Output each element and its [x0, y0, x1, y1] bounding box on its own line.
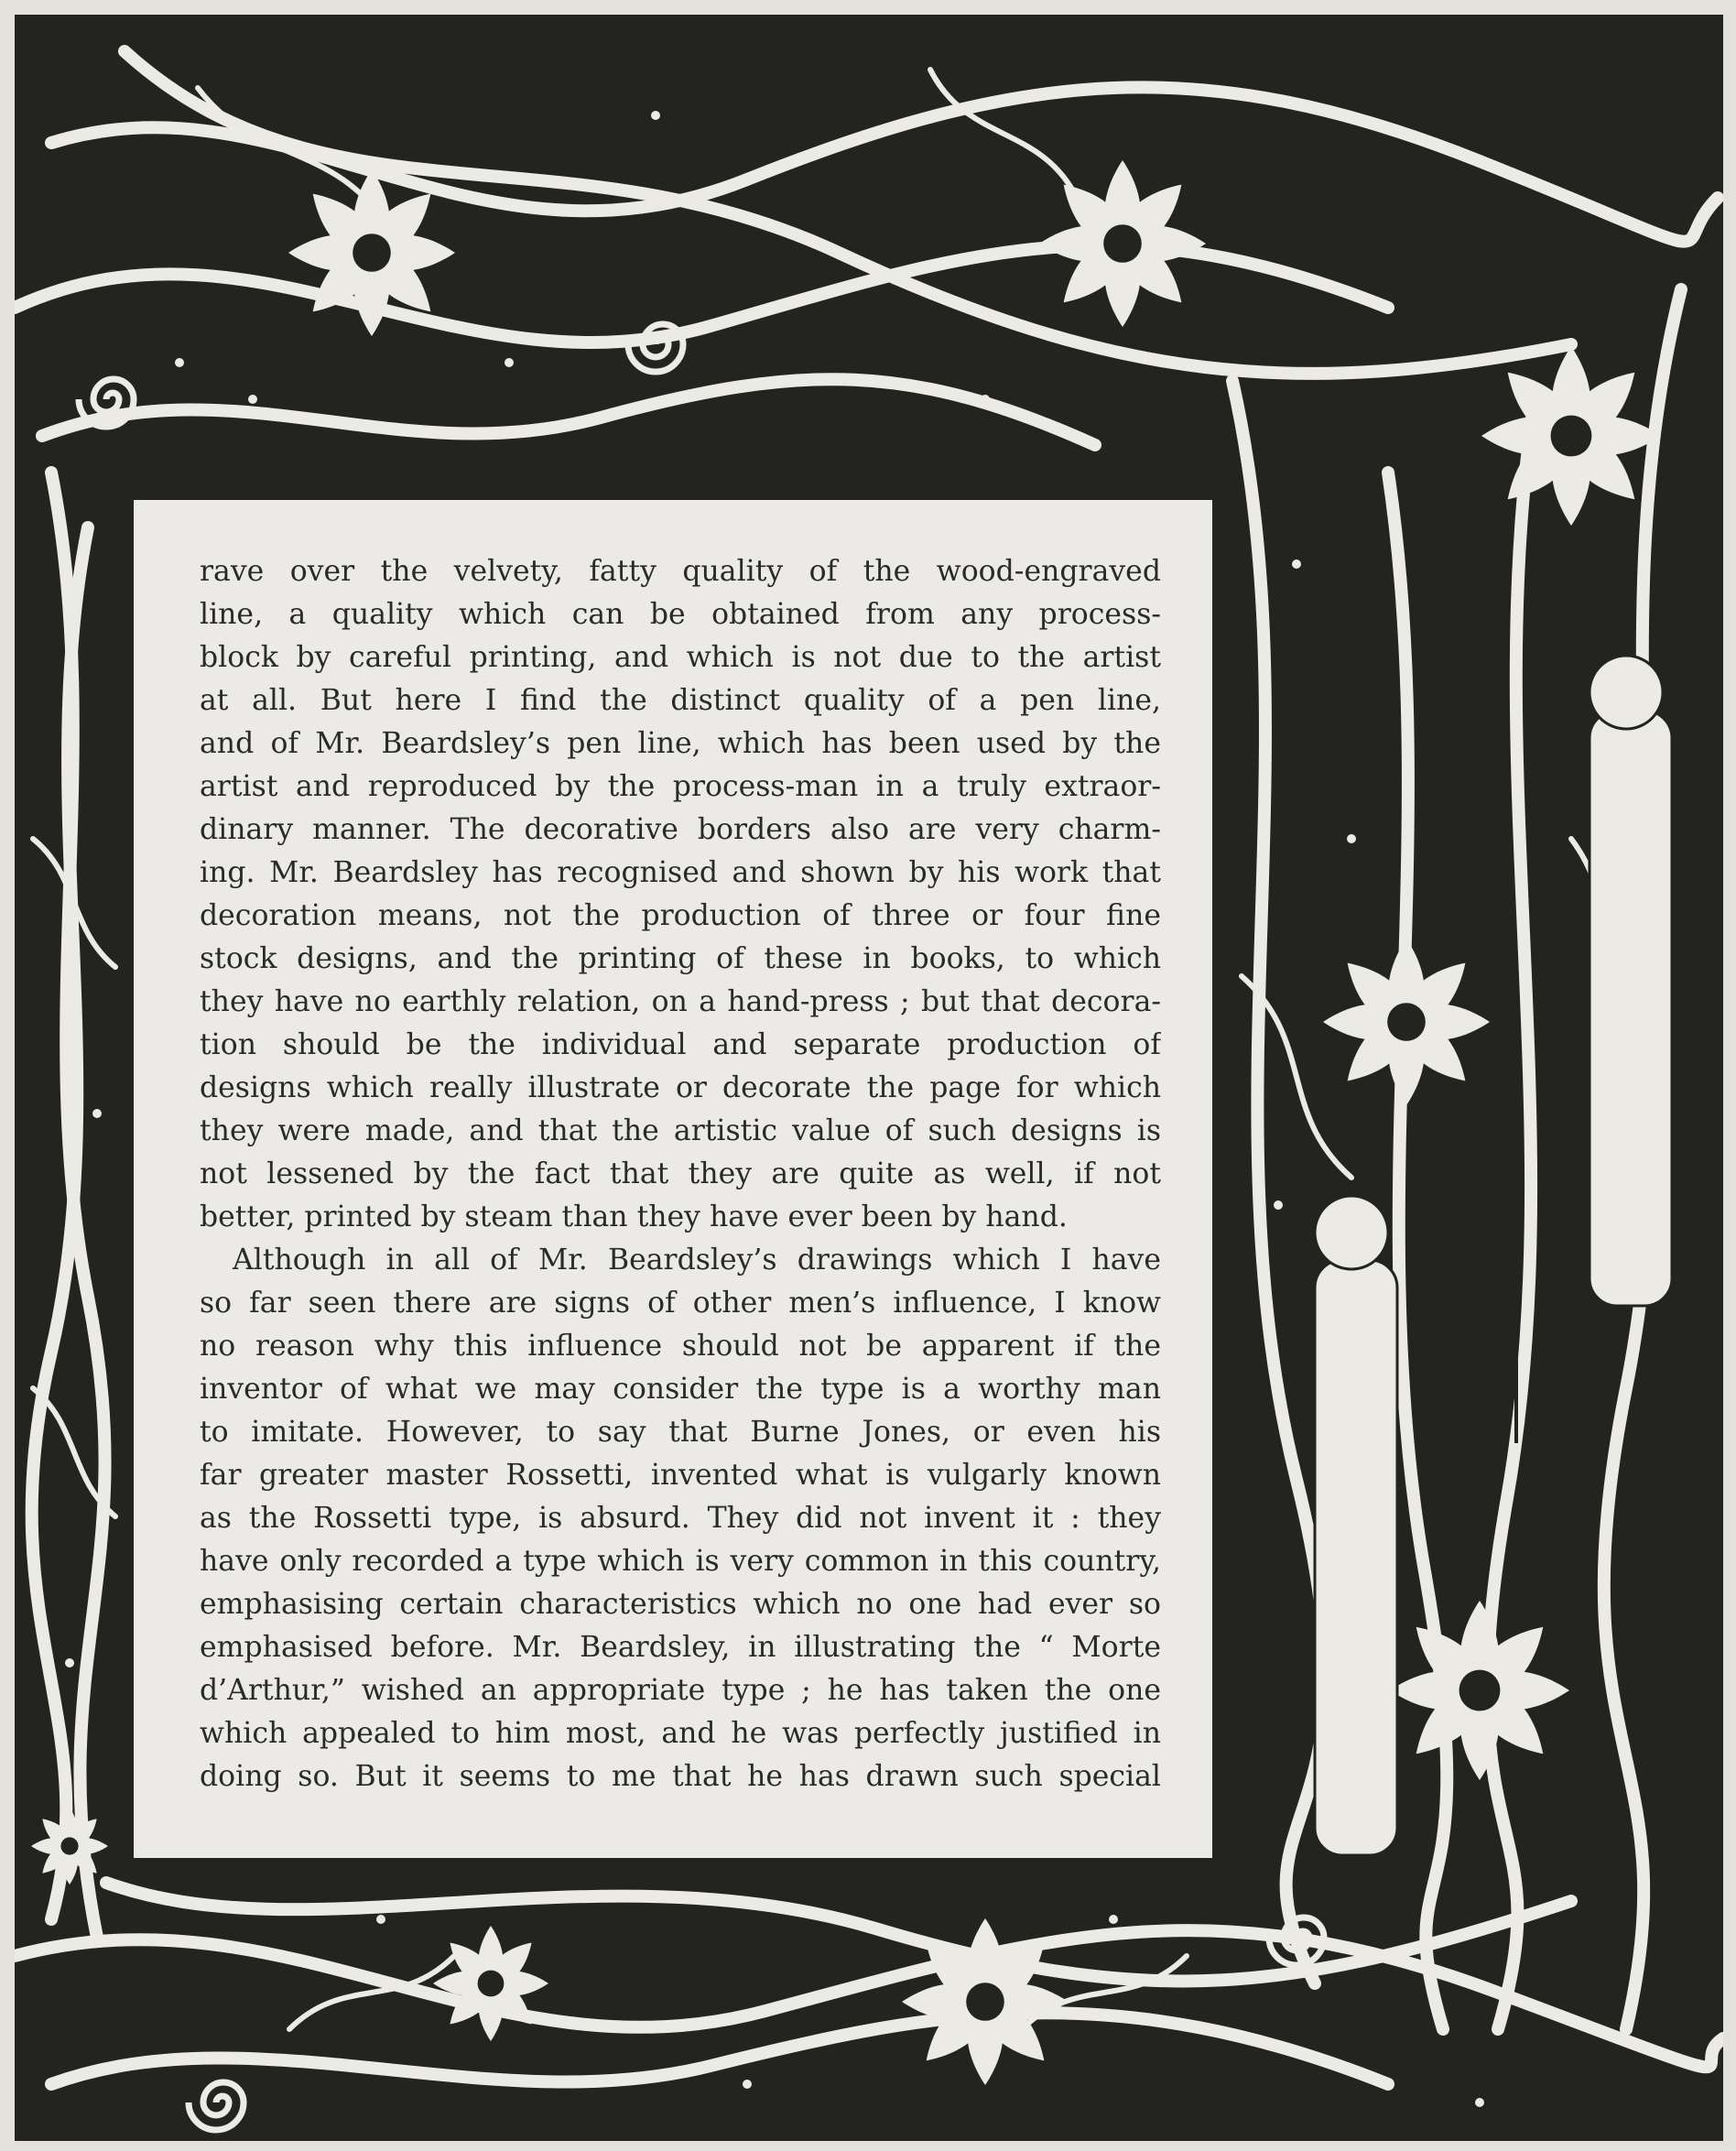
- text-line: Although in all of Mr. Beardsley’s drawings which I have: [233, 1244, 1161, 1276]
- text-line: d’Arthur,” wished an appropriate type ; he has taken the one: [200, 1674, 1161, 1707]
- text-line: emphasised before. Mr. Beardsley, in illustrating the “ Morte: [200, 1631, 1161, 1664]
- text-line: ing. Mr. Beardsley has recognised and shown by his work that: [200, 856, 1161, 889]
- text-line: doing so. But it seems to me that he has drawn such special: [200, 1760, 1161, 1793]
- text-line: rave over the velvety, fatty quality of the wood-engraved: [200, 555, 1161, 588]
- text-line: better, printed by steam than they have ever been by hand.: [200, 1200, 1068, 1233]
- text-line: tion should be the individual and separate production of: [200, 1028, 1161, 1061]
- text-line: as the Rossetti type, is absurd. They did not invent it : they: [200, 1502, 1161, 1535]
- text-line: artist and reproduced by the process-man in a truly extraor-: [200, 770, 1161, 803]
- text-line: decoration means, not the production of three or four fine: [200, 899, 1161, 932]
- text-line: dinary manner. The decorative borders also are very charm-: [200, 813, 1161, 846]
- text-line: block by careful printing, and which is not due to the artist: [200, 641, 1161, 674]
- text-line: so far seen there are signs of other men’s influence, I know: [200, 1287, 1161, 1320]
- text-line: at all. But here I find the distinct quality of a pen line,: [200, 684, 1161, 717]
- text-line: designs which really illustrate or decorate the page for which: [200, 1071, 1161, 1104]
- text-line: stock designs, and the printing of these in books, to which: [200, 942, 1161, 975]
- text-line: which appealed to him most, and he was perfectly justified in: [200, 1717, 1161, 1750]
- text-line: and of Mr. Beardsley’s pen line, which has been used by the: [200, 727, 1161, 760]
- decorative-floral-border: [15, 15, 1723, 2141]
- text-line: line, a quality which can be obtained from any process-: [200, 598, 1161, 631]
- text-line: they were made, and that the artistic value of such designs is: [200, 1114, 1161, 1147]
- text-panel: [134, 500, 1212, 1858]
- text-line: to imitate. However, to say that Burne Jones, or even his: [200, 1416, 1161, 1449]
- text-line: not lessened by the fact that they are quite as well, if not: [200, 1157, 1161, 1190]
- text-line: they have no earthly relation, on a hand-press ; but that decora-: [200, 985, 1161, 1018]
- text-line: have only recorded a type which is very common in this country,: [200, 1545, 1161, 1578]
- text-line: far greater master Rossetti, invented what is vulgarly known: [200, 1459, 1161, 1492]
- text-line: no reason why this influence should not be apparent if the: [200, 1330, 1161, 1363]
- text-line: emphasising certain characteristics which no one had ever so: [200, 1588, 1161, 1621]
- article-body: [200, 550, 1161, 1798]
- text-line: inventor of what we may consider the type is a worthy man: [200, 1373, 1161, 1406]
